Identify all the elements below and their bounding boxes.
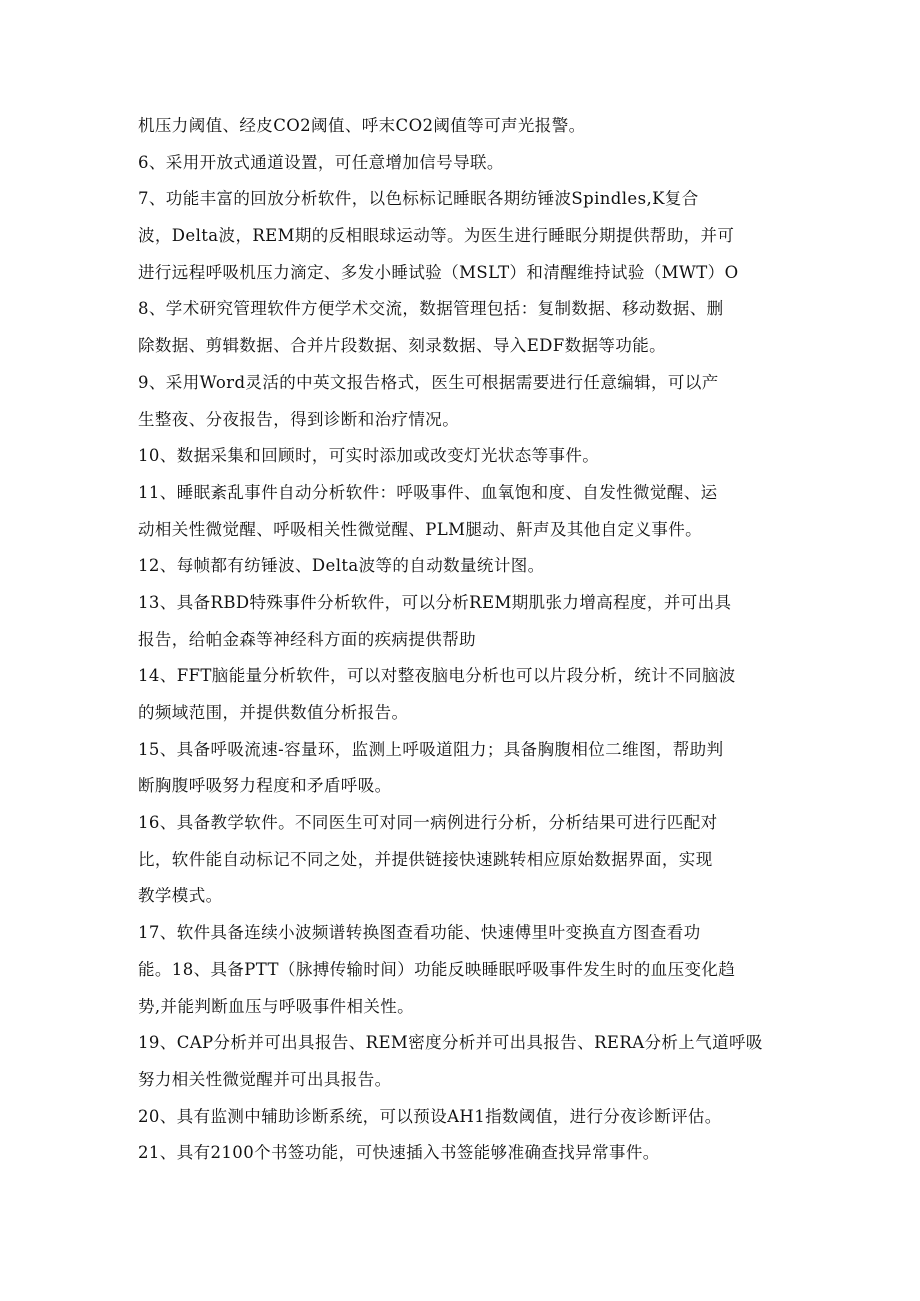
text-line: 10、数据采集和回顾时，可实时添加或改变灯光状态等事件。	[138, 446, 600, 466]
text-line: 教学模式。	[138, 886, 223, 906]
text-line: 17、软件具备连续小波频谱转换图查看功能、快速傅里叶变换直方图查看功	[138, 923, 701, 943]
text-line: 努力相关性微觉醒并可出具报告。	[138, 1069, 392, 1089]
text-line: 动相关性微觉醒、呼吸相关性微觉醒、PLM腿动、鼾声及其他自定义事件。	[138, 519, 703, 539]
text-line: 势,并能判断血压与呼吸事件相关性。	[138, 996, 415, 1016]
text-line: 生整夜、分夜报告，得到诊断和治疗情况。	[138, 409, 460, 429]
text-line: 21、具有2100个书签功能，可快速插入书签能够准确查找异常事件。	[138, 1143, 660, 1163]
text-line: 进行远程呼吸机压力滴定、多发小睡试验（MSLT）和清醒维持试验（MWT）O	[138, 262, 739, 282]
text-line: 机压力阈值、经皮CO2阈值、呼末CO2阈值等可声光报警。	[138, 116, 586, 135]
text-line: 19、CAP分析并可出具报告、REM密度分析并可出具报告、RERA分析上气道呼吸	[138, 1033, 763, 1053]
text-line: 7、功能丰富的回放分析软件，以色标标记睡眠各期纺锤波Spindles,K复合	[138, 189, 699, 209]
text-line: 16、具备教学软件。不同医生可对同一病例进行分析，分析结果可进行匹配对	[138, 813, 718, 833]
text-line: 报告，给帕金森等神经科方面的疾病提供帮助	[138, 629, 476, 649]
text-line: 能。18、具备PTT（脉搏传输时间）功能反映睡眠呼吸事件发生时的血压变化趋	[138, 959, 736, 979]
text-line: 8、学术研究管理软件方便学术交流，数据管理包括：复制数据、移动数据、删	[138, 299, 724, 319]
document-body	[138, 108, 788, 1172]
text-line: 9、采用Word灵活的中英文报告格式，医生可根据需要进行任意编辑，可以产	[138, 372, 719, 392]
text-line: 20、具有监测中辅助诊断系统，可以预设AH1指数阈值，进行分夜诊断评估。	[138, 1106, 722, 1126]
text-line: 13、具备RBD特殊事件分析软件，可以分析REM期肌张力增高程度，并可出具	[138, 592, 732, 612]
text-line: 除数据、剪辑数据、合并片段数据、刻录数据、导入EDF数据等功能。	[138, 336, 667, 356]
text-line: 断胸腹呼吸努力程度和矛盾呼吸。	[138, 776, 392, 796]
text-line: 15、具备呼吸流速-容量环，监测上呼吸道阻力；具备胸腹相位二维图，帮助判	[138, 739, 724, 759]
text-line: 比，软件能自动标记不同之处，并提供链接快速跳转相应原始数据界面，实现	[138, 849, 713, 869]
text-line: 14、FFT脑能量分析软件，可以对整夜脑电分析也可以片段分析，统计不同脑波	[138, 666, 736, 686]
text-line: 12、每帧都有纺锤波、Delta波等的自动数量统计图。	[138, 556, 545, 576]
text-line: 的频域范围，并提供数值分析报告。	[138, 703, 409, 722]
text-line: 6、采用开放式通道设置，可任意增加信号导联。	[138, 152, 504, 172]
text-line: 11、睡眠紊乱事件自动分析软件：呼吸事件、血氧饱和度、自发性微觉醒、运	[138, 482, 718, 502]
text-line: 波，Delta波，REM期的反相眼球运动等。为医生进行睡眠分期提供帮助，并可	[138, 226, 735, 246]
